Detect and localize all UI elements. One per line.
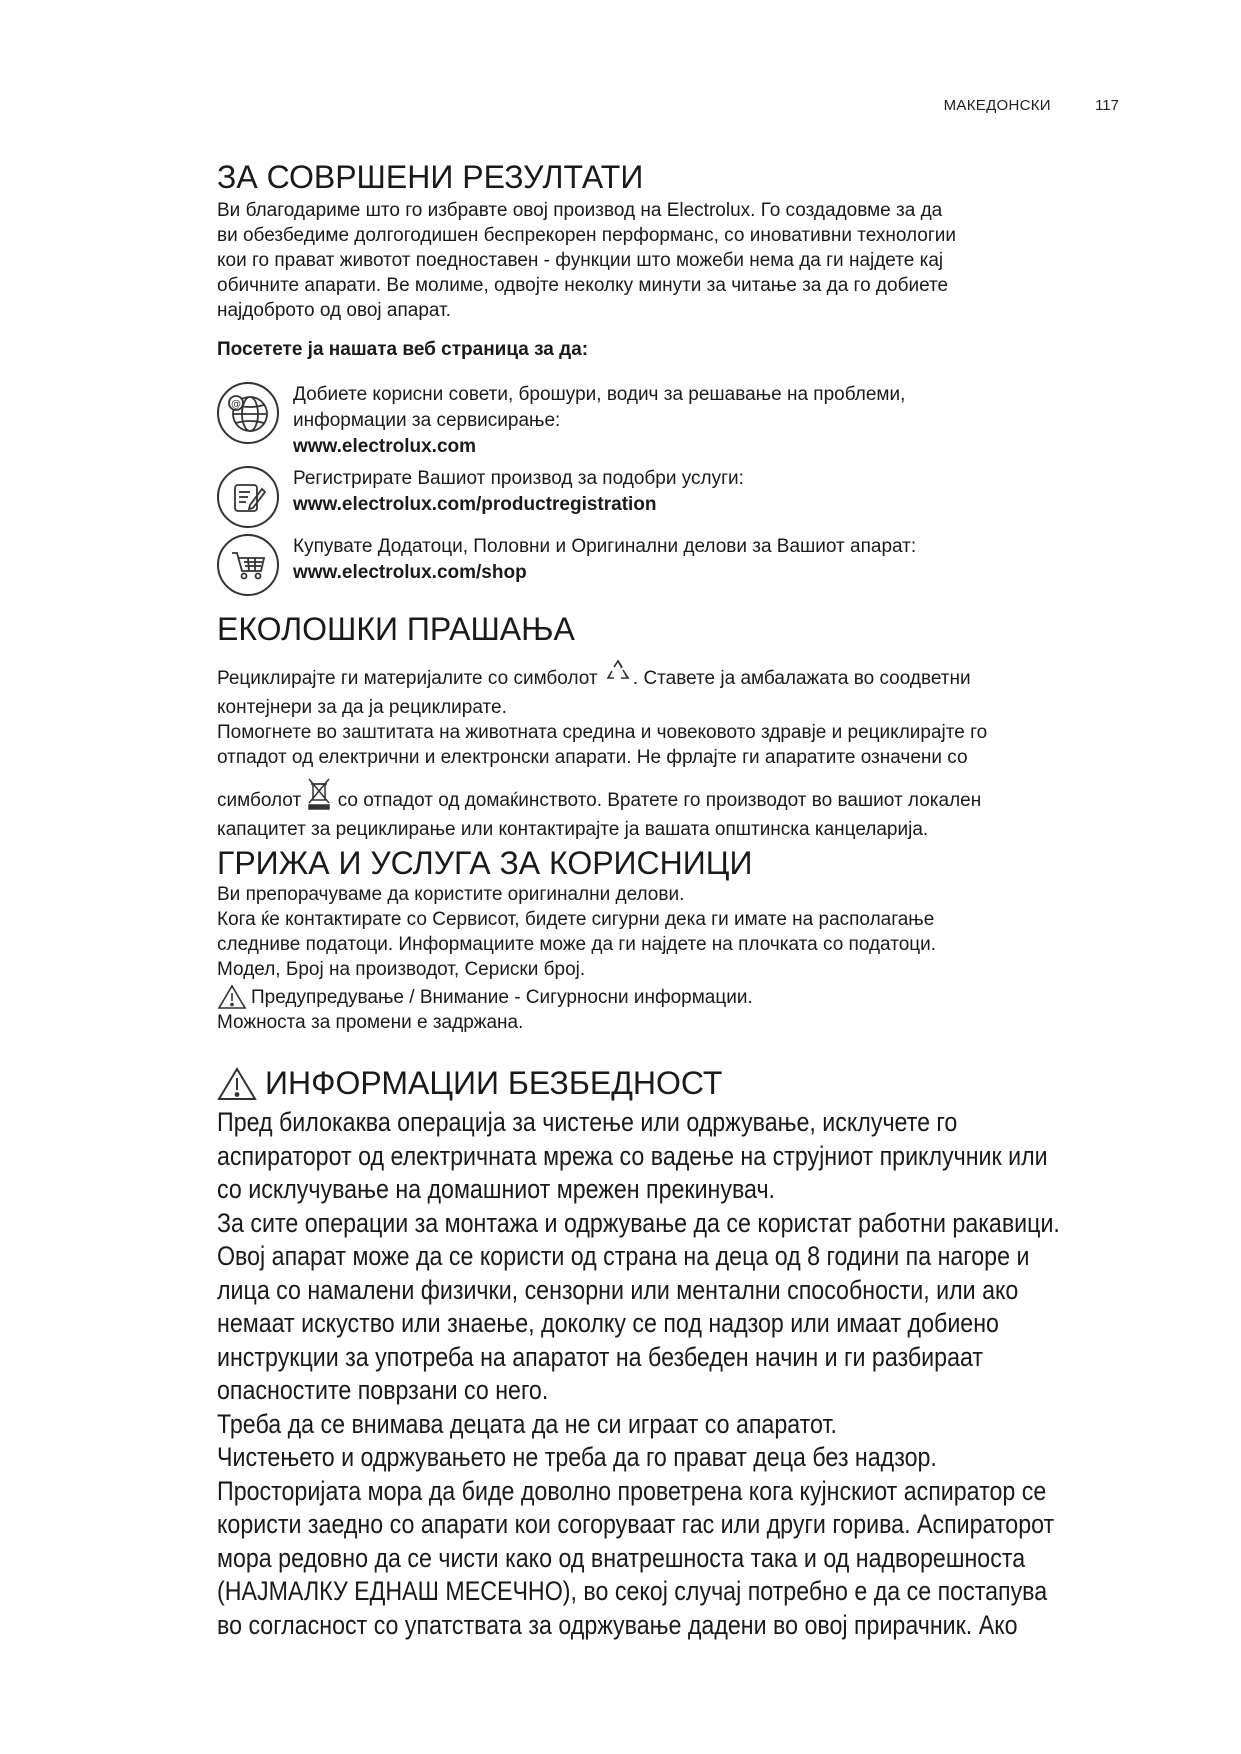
page-header bbox=[944, 97, 1119, 114]
safety-heading bbox=[217, 1065, 1117, 1102]
eco-text: . Ставете ја амбалажата во соодветни bbox=[632, 668, 971, 689]
intro-line: Ви благодариме што го избравте овој производ на Electrolux. Го создадовме за да bbox=[217, 200, 943, 221]
recycle-icon bbox=[603, 658, 633, 695]
item-text: Регистрирате Вашиот производ за подобри услуги: bbox=[293, 468, 744, 489]
section-title-perfect-results: ЗА СОВРШЕНИ РЕЗУЛТАТИ bbox=[217, 159, 644, 195]
eco-line: Помогнете во заштитата на животната средина и човековото здравје и рециклирајте го bbox=[217, 722, 988, 743]
customer-care-paragraph bbox=[217, 882, 1117, 1035]
registration-form-icon bbox=[217, 466, 279, 528]
warning-icon bbox=[217, 984, 247, 1010]
safety-line: мора редовно да се чисти како од внатрешноста така и од надворешноста bbox=[217, 1542, 1026, 1573]
warning-line bbox=[217, 984, 1117, 1010]
safety-line: Овој апарат може да се користи од страна на деца од 8 години па нагоре и bbox=[217, 1241, 1030, 1271]
safety-line: опасностите поврзани со него. bbox=[217, 1375, 549, 1405]
care-line: Ви препорачуваме да користите оригинални делови. bbox=[217, 884, 685, 905]
eco-line bbox=[217, 776, 1117, 817]
safety-line: инструкции за употреба на апаратот на безбеден начин и ги разбираат bbox=[217, 1341, 984, 1372]
intro-paragraph bbox=[217, 198, 1117, 323]
intro-line: обичните апарати. Ве молиме, одвојте неколку минути за читање за да го добиете bbox=[217, 275, 949, 296]
crossed-bin-icon bbox=[306, 776, 332, 817]
language-label: МАКЕДОНСКИ bbox=[943, 97, 1051, 114]
eco-line: контејнери за да ја рециклирате. bbox=[217, 697, 507, 718]
eco-line bbox=[217, 658, 1117, 695]
safety-line: аспираторот од електричната мрежа со вадење на струјниот приклучник или bbox=[217, 1140, 1048, 1171]
safety-line: За сите операции за монтажа и одржување да се користат работни ракавици. bbox=[217, 1207, 1060, 1238]
website-item-shop bbox=[217, 534, 1117, 596]
shopping-cart-icon bbox=[217, 534, 279, 596]
intro-line: кои го прават животот поедноставен - функции што можеби нема да ги најдете кај bbox=[217, 250, 944, 271]
website-item-registration bbox=[217, 466, 1117, 528]
safety-paragraph bbox=[217, 1106, 1094, 1642]
website-link[interactable]: www.electrolux.com bbox=[293, 436, 477, 457]
item-text: Добиете корисни совети, брошури, водич за решавање на проблеми, bbox=[293, 384, 906, 405]
section-title-safety: ИНФОРМАЦИИ БЕЗБЕДНОСТ bbox=[265, 1065, 723, 1101]
safety-line: Треба да се внимава децата да не си играат со апаратот. bbox=[217, 1408, 837, 1439]
eco-text: Рециклирајте ги материјалите со симболот bbox=[217, 668, 598, 689]
environment-paragraph bbox=[217, 658, 1117, 842]
eco-text: симболот bbox=[217, 790, 302, 811]
intro-line: најдоброто од овој апарат. bbox=[217, 300, 451, 321]
care-line: Модел, Број на производот, Сериски број. bbox=[217, 959, 586, 980]
care-line: Можноста за промени е задржана. bbox=[217, 1012, 524, 1033]
section-title-environment: ЕКОЛОШКИ ПРАШАЊА bbox=[217, 611, 575, 647]
safety-line: немаат искуство или знаење, доколку се под надзор или имаат добиено bbox=[217, 1308, 999, 1338]
website-link[interactable]: www.electrolux.com/productregistration bbox=[293, 494, 657, 515]
intro-line: ви обезбедиме долгогодишен беспрекорен перформанс, со иновативни технологии bbox=[217, 225, 957, 246]
warning-icon bbox=[217, 1067, 257, 1101]
eco-line: капацитет за рециклирање или контактирајте ја вашата општинска канцеларија. bbox=[217, 819, 929, 840]
safety-line: (НАЈМАЛКУ ЕДНАШ МЕСЕЧНО), во секој случај потребно е да се постапува bbox=[217, 1576, 1048, 1606]
warning-text: Предупредување / Внимание - Сигурносни информации. bbox=[251, 986, 753, 1008]
safety-line: Просторијата мора да биде доволно проветрена кога кујнскиот аспиратор се bbox=[217, 1475, 1047, 1506]
care-line: следниве податоци. Информациите може да ги најдете на плочката со податоци. bbox=[217, 934, 937, 955]
item-text: Купувате Додатоци, Половни и Оригинални делови за Вашиот апарат: bbox=[293, 536, 917, 557]
website-item-support bbox=[217, 382, 1117, 460]
globe-icon bbox=[217, 382, 279, 444]
website-link[interactable]: www.electrolux.com/shop bbox=[293, 562, 527, 583]
safety-line: користи заедно со апарати кои согоруваат гас или други горива. Аспираторот bbox=[217, 1509, 1055, 1539]
item-text: информации за сервисирање: bbox=[293, 410, 561, 431]
main-content bbox=[217, 158, 1117, 1642]
safety-line: Чистењето и одржувањето не треба да го прават деца без надзор. bbox=[217, 1442, 937, 1472]
eco-text: со отпадот од домаќинството. Вратете го производот во вашиот локален bbox=[337, 790, 982, 811]
section-title-customer-care: ГРИЖА И УСЛУГА ЗА КОРИСНИЦИ bbox=[217, 845, 753, 881]
care-line: Кога ќе контактирате со Сервисот, бидете сигурни дека ги имате на располагање bbox=[217, 909, 935, 930]
page-number: 117 bbox=[1095, 97, 1119, 114]
svg-text:@: @ bbox=[231, 399, 241, 410]
visit-website-label: Посетете ја нашата веб страница за да: bbox=[217, 339, 589, 360]
safety-line: лица со намалени физички, сензорни или ментални способности, или ако bbox=[217, 1274, 1019, 1305]
safety-line: Пред билокаква операција за чистење или одржување, исклучете го bbox=[217, 1107, 958, 1137]
safety-line: во согласност со упатствата за одржување дадени во овој прирачник. Ако bbox=[217, 1609, 1018, 1640]
safety-line: со исклучување на домашниот мрежен прекинувач. bbox=[217, 1174, 776, 1204]
eco-line: отпадот од електрични и електронски апарати. Не фрлајте ги апаратите означени со bbox=[217, 747, 968, 768]
